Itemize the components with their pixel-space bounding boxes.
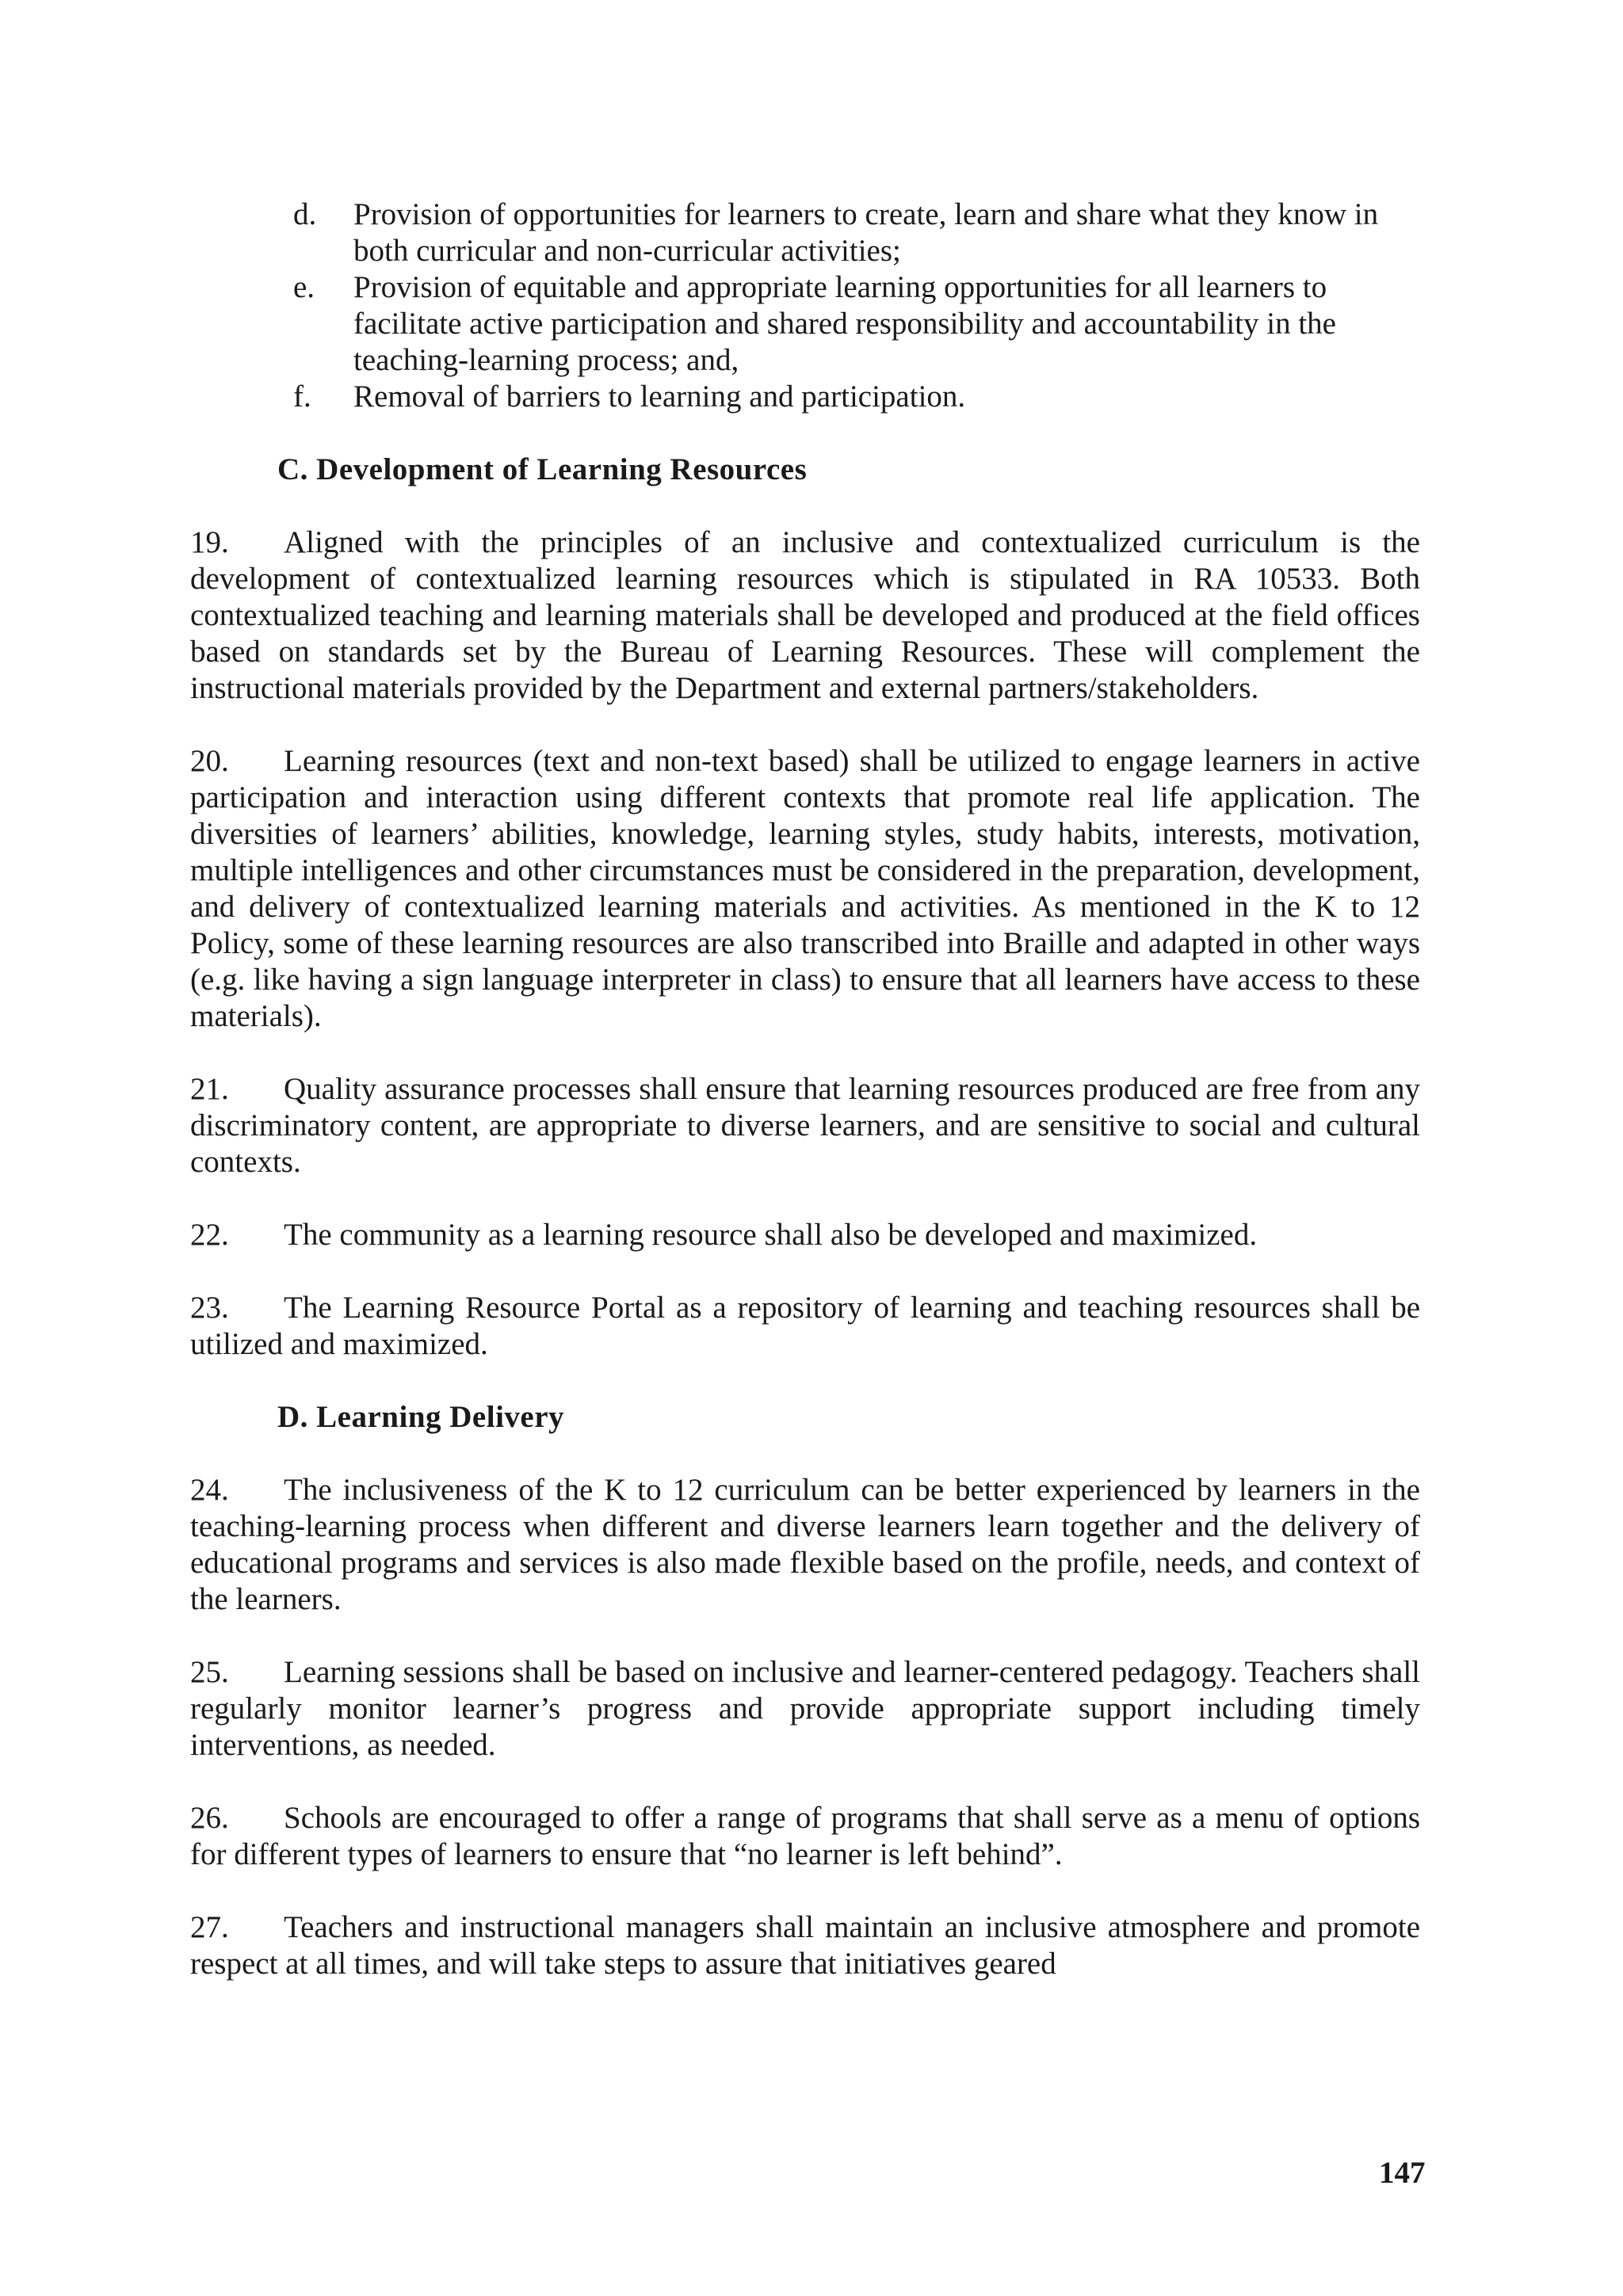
paragraph-text: Schools are encouraged to offer a range of programs that shall serve as a menu of options for different types of learners to ensure that “no learner is left behind”.	[190, 1801, 1420, 1871]
list-item	[285, 196, 1420, 269]
paragraph-number: 21.	[190, 1072, 229, 1106]
paragraph	[190, 743, 1420, 1035]
paragraph	[190, 1800, 1420, 1873]
paragraph	[190, 1472, 1420, 1618]
paragraph-text: Learning sessions shall be based on inclusive and learner-centered pedagogy. Teachers shall regularly monitor learner’s progress and provide appropriate support including timely interventions, as needed.	[190, 1655, 1420, 1762]
principles-list	[285, 196, 1420, 415]
list-item-text: Provision of equitable and appropriate learning opportunities for all learners to facilitate active participation and shared responsibility and accountability in the teaching-learning process; and,	[353, 270, 1336, 377]
list-item-text: Removal of barriers to learning and participation.	[353, 379, 966, 414]
list-marker: e.	[293, 270, 315, 304]
paragraph-number: 22.	[190, 1218, 229, 1252]
paragraph-text: Learning resources (text and non-text based) shall be utilized to engage learners in active participation and interaction using different contexts that promote real life application. The diversities of learners’ abilities, knowledge, learning styles, study habits, interests, motivation, multiple intelligences and other circumstances must be considered in the preparation, development, and delivery of contextualized learning materials and activities. As mentioned in the K to 12 Policy, some of these learning resources are also transcribed into Braille and adapted in other ways (e.g. like having a sign language interpreter in class) to ensure that all learners have access to these materials).	[190, 744, 1420, 1033]
paragraph	[190, 1290, 1420, 1363]
list-marker: f.	[293, 379, 311, 414]
paragraph-number: 23.	[190, 1291, 229, 1325]
paragraph-text: Aligned with the principles of an inclusive and contextualized curriculum is the development of contextualized learning resources which is stipulated in RA 10533. Both contextualized teaching and learning materials shall be developed and produced at the field offices based on standards set by the Bureau of Learning Resources. These will complement the instructional materials provided by the Department and external partners/stakeholders.	[190, 525, 1420, 705]
paragraph-number: 19.	[190, 525, 229, 559]
paragraph-number: 24.	[190, 1473, 229, 1507]
list-item	[285, 379, 1420, 415]
paragraph-text: Quality assurance processes shall ensure that learning resources produced are free from any discriminatory content, are appropriate to diverse learners, and are sensitive to social and cultural contexts.	[190, 1072, 1420, 1179]
paragraph	[190, 1217, 1420, 1253]
list-marker: d.	[293, 197, 317, 231]
paragraph-text: The community as a learning resource shall also be developed and maximized.	[284, 1218, 1258, 1252]
paragraph	[190, 1071, 1420, 1180]
paragraph-number: 27.	[190, 1910, 229, 1944]
paragraph-number: 26.	[190, 1801, 229, 1835]
section-c-heading: C. Development of Learning Resources	[277, 452, 808, 486]
paragraph-number: 25.	[190, 1655, 229, 1689]
paragraph-text: The inclusiveness of the K to 12 curriculum can be better experienced by learners in the teaching-learning process when different and diverse learners learn together and the delivery of educational programs and services is also made flexible based on the profile, needs, and context of the learners.	[190, 1473, 1420, 1616]
list-item	[285, 269, 1420, 379]
paragraph	[190, 1654, 1420, 1764]
list-item-text: Provision of opportunities for learners to create, learn and share what they know in both curricular and non-curricular activities;	[353, 197, 1379, 268]
paragraph-text: Teachers and instructional managers shall maintain an inclusive atmosphere and promote respect at all times, and will take steps to assure that initiatives geared	[190, 1910, 1420, 1981]
section-d-heading: D. Learning Delivery	[277, 1400, 565, 1434]
page-number: 147	[1379, 2156, 1426, 2190]
paragraph-text: The Learning Resource Portal as a repository of learning and teaching resources shall be utilized and maximized.	[190, 1291, 1420, 1361]
paragraph	[190, 1909, 1420, 1982]
paragraph	[190, 524, 1420, 707]
paragraph-number: 20.	[190, 744, 229, 778]
